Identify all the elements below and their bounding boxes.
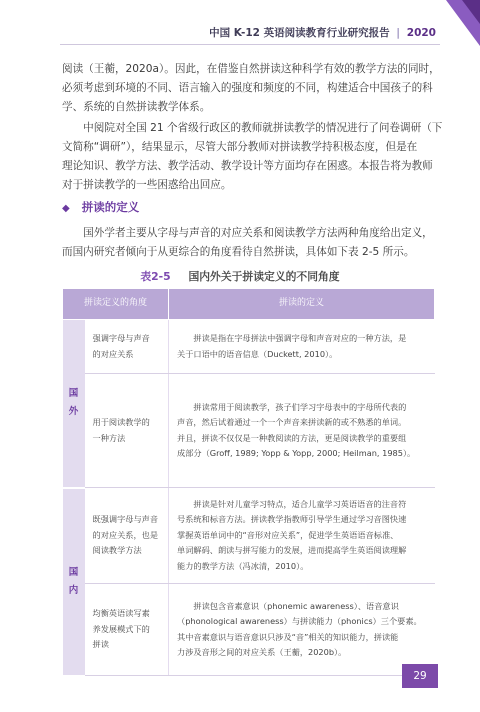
column-header-angle: 拼读定义的角度 (63, 289, 169, 320)
text-line: 必须考虑到环境的不同、语言输入的强度和频度的不同，构建适合中国孩子的科 (62, 82, 433, 94)
paragraph-2 (62, 119, 443, 195)
table-caption (0, 269, 480, 284)
text-line: 而国内研究者倾向于从更综合的角度看待自然拼读，具体如下表 2-5 所示。 (62, 246, 415, 258)
region-char: 内 (68, 584, 79, 596)
cell-line: 号系统和标音方法。拼读教学指教师引导学生通过学习音图快速 (177, 514, 407, 525)
definition-cell (169, 374, 435, 488)
header-separator: | (396, 27, 401, 39)
definition-table (62, 288, 435, 677)
cell-line: 强调字母与声音 (92, 333, 150, 343)
cell-line: 声音，然后试着通过一个一个声音来拼读新的或不熟悉的单词。 (177, 417, 407, 427)
cell-line: 一种方法 (92, 432, 126, 443)
paragraph-3 (62, 224, 433, 262)
table-number: 表2-5 (140, 270, 171, 283)
column-header-definition: 拼读的定义 (169, 289, 435, 320)
cell-line: 能力的教学方法（冯冰清，2010）。 (177, 560, 309, 571)
cell-line: 均衡英语读写素 (92, 608, 150, 619)
page-number: 29 (402, 664, 438, 688)
text-line: 文简称“调研”），结果显示，尽管大部分教师对拼读教学持积极态度，但是在 (62, 141, 418, 153)
cell-line: （phonological awareness）与拼读能力（phonics）三个要素。 (177, 616, 422, 626)
text-line: 对于拼读教学的一些困惑给出回应。 (62, 179, 232, 191)
cell-line: 掌握英语单词中的“音形对应关系”，促进学生英语语音标准、 (177, 529, 399, 540)
region-cell-foreign (63, 320, 85, 488)
concept-cell (85, 584, 169, 676)
cell-line: 拼读是针对儿童学习特点，适合儿童学习英语语音的注音符 (177, 498, 407, 509)
table-row (63, 584, 435, 676)
region-cell-domestic (63, 488, 85, 676)
cell-line: 的对应关系 (92, 348, 134, 359)
concept-cell (85, 488, 169, 584)
header-rule (60, 44, 440, 45)
region-char: 外 (68, 406, 79, 418)
section-heading-text: 拼读的定义 (81, 200, 140, 214)
section-heading (62, 199, 139, 215)
cell-line: 并且，拼读不仅仅是一种教阅读的方法，更是阅读教学的重要组 (177, 432, 407, 443)
cell-line: 拼读常用于阅读教学，孩子们学习字母表中的字母所代表的 (177, 401, 407, 412)
cell-line: 养发展模式下的 (92, 623, 150, 634)
definition-cell (169, 488, 435, 584)
region-char: 国 (68, 566, 79, 578)
running-header (209, 25, 436, 40)
cell-line: 的对应关系，也是 (92, 529, 159, 540)
definition-cell (169, 320, 435, 374)
cell-line: 用于阅读教学的 (92, 417, 150, 427)
table-row (63, 320, 435, 374)
cell-line: 成部分（Groff, 1989; Yopp & Yopp, 2000; Heilman, 1985）。 (177, 448, 416, 458)
diamond-bullet-icon: ◆ (62, 203, 70, 214)
text-line: 理论知识、教学方法、教学活动、教学设计等方面均存在困惑。本报告将为教师 (62, 160, 433, 172)
cell-line: 关于口语中的语音信息（Duckett, 2010）。 (177, 348, 338, 359)
report-title: 中国 K-12 英语阅读教育行业研究报告 (209, 27, 390, 39)
text-line: 中阅院对全国 21 个省级行政区的教师就拼读教学的情况进行了问卷调研（下 (62, 122, 443, 134)
concept-cell (85, 320, 169, 374)
cell-line: 阅读教学方法 (92, 545, 142, 556)
report-year: 2020 (406, 27, 436, 39)
cell-line: 单词解码、朗读与拼写能力的发展，进而提高学生英语阅读理解 (177, 545, 407, 556)
table-row (63, 374, 435, 488)
region-char: 国 (68, 388, 79, 400)
cell-line: 力涉及音形之间的对应关系（王蘅，2020b）。 (177, 647, 347, 657)
text-line: 阅读（王蘅，2020a）。因此，在借鉴自然拼读这种科学有效的教学方法的同时， (62, 63, 440, 75)
cell-line: 拼读包含音素意识（phonemic awareness）、语音意识 (177, 600, 399, 611)
text-line: 国外学者主要从字母与声音的对应关系和阅读教学方法两种角度给出定义， (62, 227, 433, 239)
definition-cell (169, 584, 435, 676)
table-row (63, 488, 435, 584)
paragraph-1 (62, 60, 440, 117)
cell-line: 既强调字母与声音 (92, 514, 159, 525)
concept-cell (85, 374, 169, 488)
cell-line: 拼读是指在字母拼法中强调字母和声音对应的一种方法，是 (177, 333, 407, 343)
table-header-row (63, 289, 435, 320)
cell-line: 其中音素意识与语音意识只涉及“音”相关的知识能力，拼读能 (177, 631, 399, 642)
text-line: 学、系统的自然拼读教学体系。 (62, 101, 211, 113)
cell-line: 拼读 (92, 639, 109, 650)
table-caption-text: 国内外关于拼读定义的不同角度 (188, 270, 340, 283)
